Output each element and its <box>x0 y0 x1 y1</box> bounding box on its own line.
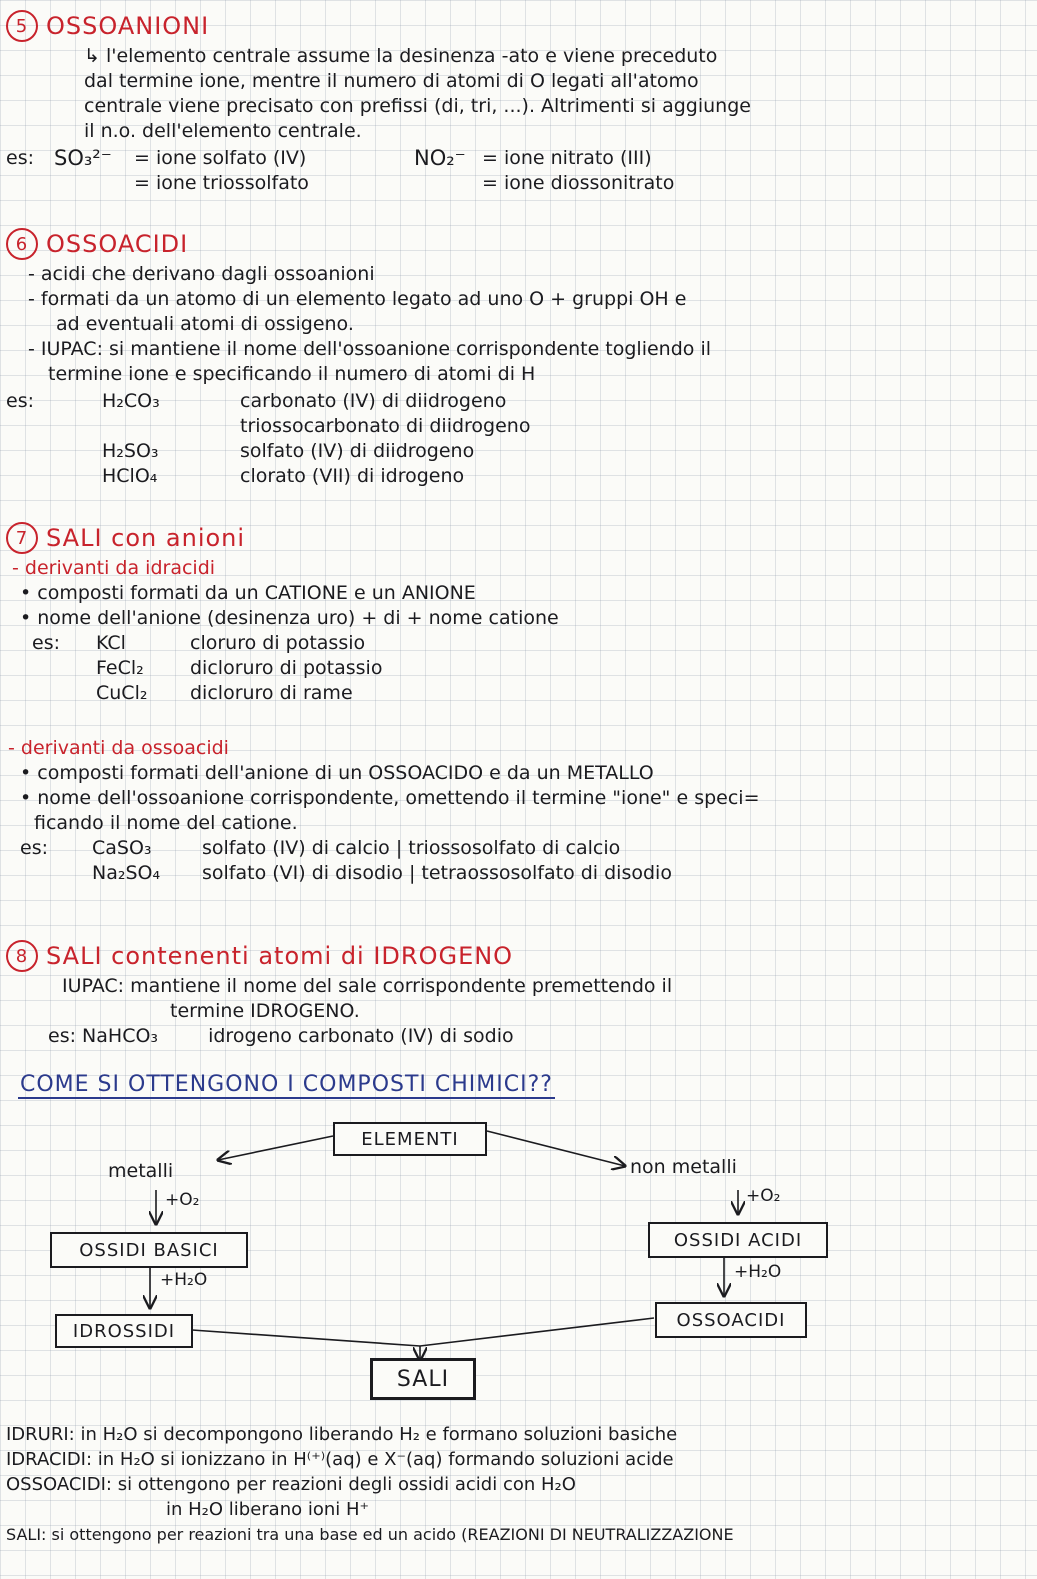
text-line: centrale viene precisato con prefissi (di, tri, ...). Altrimenti si aggiunge <box>84 95 751 117</box>
ion-name: = ione nitrato (III) <box>482 147 652 169</box>
bullet: • composti formati da un CATIONE e un ANIONE <box>20 582 476 604</box>
text-line: dal termine ione, mentre il numero di atomi di O legati all'atomo <box>84 70 699 92</box>
section-number: 5 <box>6 10 38 42</box>
text-line: ↳ l'elemento centrale assume la desinenza -ato e viene preceduto <box>84 45 718 67</box>
note-line: IDRACIDI: in H₂O si ionizzano in H⁽⁺⁾(aq) e X⁻(aq) formando soluzioni acide <box>6 1449 674 1470</box>
diagram-title: COME SI OTTENGONO I COMPOSTI CHIMICI?? <box>20 1072 553 1097</box>
box-ossoacidi: OSSOACIDI <box>655 1302 807 1338</box>
text-line: - IUPAC: si mantiene il nome dell'ossoanione corrispondente togliendo il <box>28 338 711 360</box>
box-idrossidi: IDROSSIDI <box>55 1314 193 1348</box>
compound-name: clorato (VII) di idrogeno <box>240 465 465 487</box>
subheading: - derivanti da ossoacidi <box>8 737 229 759</box>
box-ossidi-basici: OSSIDI BASICI <box>50 1232 248 1268</box>
ion-name: = ione triossolfato <box>134 172 309 194</box>
notes <box>6 1422 1034 1547</box>
label-non-metalli: non metalli <box>630 1156 737 1178</box>
box-ossidi-acidi: OSSIDI ACIDI <box>648 1222 828 1258</box>
compound-name: idrogeno carbonato (IV) di sodio <box>208 1025 514 1047</box>
section-title: OSSOANIONI <box>46 12 210 40</box>
bullet: • nome dell'anione (desinenza uro) + di + nome catione <box>20 607 559 629</box>
formula: NaHCO₃ <box>82 1025 159 1047</box>
bullet: • nome dell'ossoanione corrispondente, omettendo il termine "ione" e speci= <box>20 787 760 809</box>
formula: Na₂SO₄ <box>92 862 161 884</box>
label-plus-h2o: +H₂O <box>160 1270 208 1290</box>
arrow-elementi-metalli <box>218 1136 333 1160</box>
merge-line <box>192 1318 654 1346</box>
formula: SO₃²⁻ <box>54 146 112 170</box>
section-title: SALI con anioni <box>46 524 246 552</box>
compound-name: cloruro di potassio <box>190 632 366 654</box>
formula: CuCl₂ <box>96 682 148 704</box>
text-line: IUPAC: mantiene il nome del sale corrispondente premettendo il <box>62 975 673 997</box>
example-label: es: <box>20 837 48 859</box>
box-sali: SALI <box>370 1358 476 1400</box>
label-plus-h2o: +H₂O <box>734 1262 782 1282</box>
compound-name: dicloruro di potassio <box>190 657 383 679</box>
compound-name: solfato (IV) di calcio | triossosolfato di calcio <box>202 837 621 859</box>
compound-name: triossocarbonato di diidrogeno <box>240 415 531 437</box>
formula: H₂CO₃ <box>102 390 160 412</box>
formula: KCl <box>96 632 126 654</box>
compound-name: dicloruro di rame <box>190 682 353 704</box>
ion-name: = ione diossonitrato <box>482 172 675 194</box>
formula: CaSO₃ <box>92 837 152 859</box>
text-line: - formati da un atomo di un elemento legato ad uno O + gruppi OH e <box>28 288 687 310</box>
label-plus-o2: +O₂ <box>165 1190 200 1210</box>
arrow-elementi-nonmetalli <box>487 1131 625 1166</box>
section-title: SALI contenenti atomi di IDROGENO <box>46 942 514 970</box>
note-line: in H₂O liberano ioni H⁺ <box>166 1499 370 1520</box>
label-plus-o2: +O₂ <box>746 1186 781 1206</box>
note-line: IDRURI: in H₂O si decompongono liberando H₂ e formano soluzioni basiche <box>6 1424 678 1445</box>
text-line: - acidi che derivano dagli ossoanioni <box>28 263 375 285</box>
compound-name: carbonato (IV) di diidrogeno <box>240 390 507 412</box>
example-label: es: <box>6 147 34 169</box>
bullet: • composti formati dell'anione di un OSSOACIDO e da un METALLO <box>20 762 654 784</box>
example-label: es: <box>6 390 34 412</box>
section-number: 6 <box>6 228 38 260</box>
section-number: 8 <box>6 940 38 972</box>
note-line: OSSOACIDI: si ottengono per reazioni degli ossidi acidi con H₂O <box>6 1474 576 1495</box>
formula: HClO₄ <box>102 465 158 487</box>
compound-name: solfato (VI) di disodio | tetraossosolfato di disodio <box>202 862 672 884</box>
subheading: - derivanti da idracidi <box>12 557 216 579</box>
text-line: ad eventuali atomi di ossigeno. <box>56 313 354 335</box>
formula: NO₂⁻ <box>414 146 466 170</box>
text-line: termine IDROGENO. <box>170 1000 360 1022</box>
note-line: SALI: si ottengono per reazioni tra una base ed un acido (REAZIONI DI NEUTRALIZZAZIONE <box>6 1525 734 1544</box>
label-metalli: metalli <box>108 1160 174 1182</box>
text-line: il n.o. dell'elemento centrale. <box>84 120 362 142</box>
section-number: 7 <box>6 522 38 554</box>
ion-name: = ione solfato (IV) <box>134 147 307 169</box>
box-elementi: ELEMENTI <box>333 1122 487 1156</box>
compound-name: solfato (IV) di diidrogeno <box>240 440 475 462</box>
formula: H₂SO₃ <box>102 440 159 462</box>
text-line: termine ione e specificando il numero di atomi di H <box>48 363 536 385</box>
section-title: OSSOACIDI <box>46 230 189 258</box>
example-label: es: <box>32 632 60 654</box>
formula: FeCl₂ <box>96 657 144 679</box>
example-label: es: <box>48 1025 76 1047</box>
bullet: ficando il nome del catione. <box>34 812 298 834</box>
